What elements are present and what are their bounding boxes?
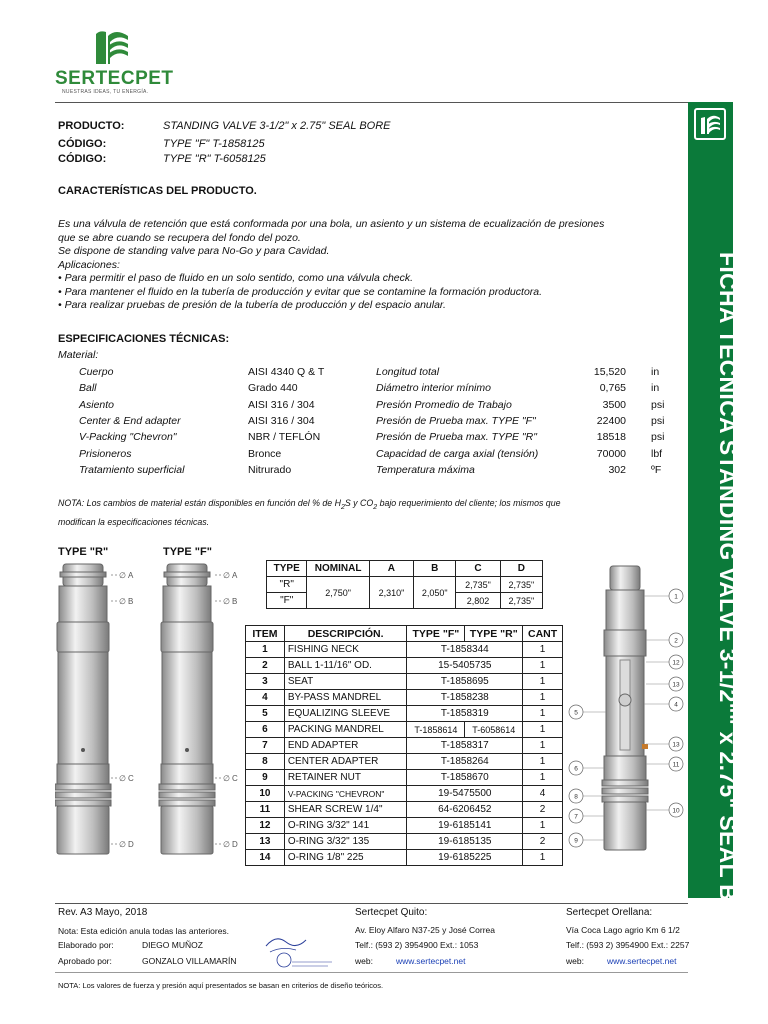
table-header: TYPE "R" [465, 626, 523, 642]
table-cell: 1 [523, 850, 563, 866]
property-value: 0,765 [599, 382, 626, 395]
table-cell: O-RING 1/8" 225 [284, 850, 407, 866]
characteristics-line: que se abre cuando se recupera del fondo del pozo. [58, 231, 301, 244]
revision: Rev. A3 Mayo, 2018 [58, 907, 148, 918]
dim-label-a: A [232, 571, 238, 580]
table-cell: V-PACKING "CHEVRON" [284, 786, 407, 802]
dim-label-b: B [232, 597, 238, 606]
code2-label: CÓDIGO: [58, 153, 107, 165]
sidebar-logo [694, 108, 726, 140]
table-cell: 19-6185135 [407, 834, 523, 850]
material-value: Bronce [248, 447, 282, 460]
valve-type-r [55, 564, 111, 854]
quito-address: Av. Eloy Alfaro N37-25 y José Correa [355, 925, 496, 935]
table-cell: 2 [246, 658, 285, 674]
table-cell: BY-PASS MANDREL [284, 690, 407, 706]
table-cell: 1 [523, 658, 563, 674]
material-value: Grado 440 [248, 382, 298, 395]
balloon-number: 7 [574, 813, 578, 821]
table-cell: PACKING MANDREL [284, 722, 407, 738]
table-row [246, 722, 563, 738]
table-row [246, 818, 563, 834]
table-cell: 4 [246, 690, 285, 706]
table-row [246, 802, 563, 818]
balloon-number: 5 [574, 709, 578, 717]
table-cell: 1 [523, 722, 563, 738]
dim-label-d: D [128, 840, 134, 849]
characteristics-line: • Para permitir el paso de fluido en un solo sentido, como una válvula check. [58, 272, 414, 284]
material-label: Material: [58, 349, 99, 361]
product-value: STANDING VALVE 3-1/2" x 2.75" SEAL BORE [163, 120, 391, 132]
sertecpet-logo-icon [92, 28, 132, 66]
svg-text:∅: ∅ [223, 571, 230, 580]
table-cell: 14 [246, 850, 285, 866]
sidebar-title: FICHA TÉCNICA STANDING VALVE 3-1/2"" x 2.75" SEAL BORE [714, 252, 741, 952]
table-cell: 2 [523, 802, 563, 818]
orellana-web-label: web: [566, 956, 584, 966]
table-cell: 2,735" [456, 577, 500, 593]
table-cell: 11 [246, 802, 285, 818]
material-value: NBR / TEFLÓN [248, 431, 321, 444]
orellana-web-link[interactable]: www.sertecpet.net [607, 956, 677, 966]
table-row [246, 834, 563, 850]
table-cell: EQUALIZING SLEEVE [284, 706, 407, 722]
balloon-number: 1 [674, 593, 678, 601]
table-cell: 1 [523, 642, 563, 658]
balloon-number: 13 [672, 681, 680, 689]
table-row [246, 658, 563, 674]
footer-divider [55, 903, 688, 904]
table-cell: END ADAPTER [284, 738, 407, 754]
table-cell: 19-6185141 [407, 818, 523, 834]
balloon-number: 13 [672, 741, 680, 749]
svg-text:∅: ∅ [223, 840, 230, 849]
table-header: C [456, 561, 500, 577]
table-cell: 12 [246, 818, 285, 834]
table-cell: 1 [523, 754, 563, 770]
aprobado-name: GONZALO VILLAMARÍN [142, 956, 237, 966]
property-value: 70000 [596, 447, 626, 460]
table-cell: T-1858614 [407, 722, 465, 738]
svg-text:∅: ∅ [119, 840, 126, 849]
property-unit: psi [651, 414, 665, 427]
dim-label-d: D [232, 840, 238, 849]
table-cell: T-1858317 [407, 738, 523, 754]
table-cell: 1 [523, 818, 563, 834]
assembly-drawing [560, 560, 688, 870]
table-cell: 1 [523, 690, 563, 706]
table-cell: 2,735" [500, 593, 542, 609]
material-part: V-Packing "Chevron" [79, 431, 177, 444]
table-row [246, 642, 563, 658]
bottom-note: NOTA: Los valores de fuerza y presión aquí presentados se basan en criterios de diseño teóricos. [58, 981, 384, 990]
table-cell: 1 [523, 738, 563, 754]
table-row [246, 786, 563, 802]
property-name: Longitud total [376, 366, 440, 378]
table-header: DESCRIPCIÓN. [284, 626, 407, 642]
table-cell: O-RING 3/32" 141 [284, 818, 407, 834]
svg-text:∅: ∅ [119, 597, 126, 606]
bottom-divider [55, 972, 688, 973]
material-part: Tratamiento superficial [79, 463, 185, 476]
type-f-label: TYPE "F" [163, 546, 212, 558]
property-name: Diámetro interior mínimo [376, 382, 491, 395]
table-header: TYPE "F" [407, 626, 465, 642]
table-header: TYPE [267, 561, 307, 577]
balloon-number: 2 [674, 637, 678, 645]
material-value: AISI 316 / 304 [248, 398, 315, 411]
table-header: CANT [523, 626, 563, 642]
table-cell: BALL 1-11/16" OD. [284, 658, 407, 674]
aprobado-label: Aprobado por: [58, 956, 112, 966]
parts-table [245, 625, 563, 866]
table-cell: 10 [246, 786, 285, 802]
table-cell: T-1858344 [407, 642, 523, 658]
property-value: 15,520 [593, 366, 626, 378]
table-cell: 2,050" [414, 577, 456, 609]
table-cell: T-1858670 [407, 770, 523, 786]
table-cell: 19-5475500 [407, 786, 523, 802]
valve-type-f [159, 564, 215, 854]
table-header: NOMINAL [307, 561, 369, 577]
table-header: A [369, 561, 413, 577]
material-part: Prisioneros [79, 447, 132, 460]
property-name: Temperatura máxima [376, 463, 475, 476]
material-value: AISI 4340 Q & T [248, 366, 325, 378]
table-cell: 2 [523, 834, 563, 850]
table-header: B [414, 561, 456, 577]
table-cell: T-1858319 [407, 706, 523, 722]
material-value: AISI 316 / 304 [248, 414, 315, 427]
top-divider [55, 102, 688, 103]
table-cell: T-6058614 [465, 722, 523, 738]
table-cell: SHEAR SCREW 1/4" [284, 802, 407, 818]
property-unit: in [651, 366, 660, 378]
table-cell: 1 [523, 674, 563, 690]
table-cell: CENTER ADAPTER [284, 754, 407, 770]
table-cell: 2,802 [456, 593, 500, 609]
type-r-label: TYPE "R" [58, 546, 109, 558]
svg-text:∅: ∅ [119, 571, 126, 580]
table-header: D [500, 561, 542, 577]
table-row [246, 706, 563, 722]
table-cell: 6 [246, 722, 285, 738]
table-cell: 9 [246, 770, 285, 786]
dimension-table [266, 560, 543, 609]
quito-title: Sertecpet Quito: [355, 907, 428, 918]
table-cell: 4 [523, 786, 563, 802]
property-unit: ºF [651, 463, 662, 476]
table-cell: T-1858264 [407, 754, 523, 770]
characteristics-text [58, 218, 683, 313]
table-cell: 64-6206452 [407, 802, 523, 818]
characteristics-title: CARACTERÍSTICAS DEL PRODUCTO. [58, 185, 257, 197]
orellana-phone: Telf.: (593 2) 3954900 Ext.: 2257 [566, 940, 690, 950]
property-unit: in [651, 382, 660, 395]
dim-label-c: C [232, 774, 238, 783]
quito-web-label: web: [355, 956, 373, 966]
table-cell: 13 [246, 834, 285, 850]
table-row [246, 674, 563, 690]
table-cell: 2,750" [307, 577, 369, 609]
table-cell: 1 [523, 706, 563, 722]
balloon-number: 12 [672, 659, 680, 667]
table-row [267, 561, 543, 577]
svg-text:∅: ∅ [223, 597, 230, 606]
table-cell: 8 [246, 754, 285, 770]
table-row [246, 626, 563, 642]
orellana-address: Vía Coca Lago agrio Km 6 1/2 [566, 925, 680, 935]
svg-text:∅: ∅ [223, 774, 230, 783]
table-header: ITEM [246, 626, 285, 642]
property-value: 302 [608, 463, 626, 476]
edition-note: Nota: Esta edición anula todas las anteriores. [58, 926, 230, 936]
characteristics-line: Aplicaciones: [58, 258, 120, 271]
table-cell: 2,735" [500, 577, 542, 593]
table-cell: RETAINER NUT [284, 770, 407, 786]
material-part: Center & End adapter [79, 414, 181, 427]
property-name: Capacidad de carga axial (tensión) [376, 447, 539, 460]
dim-label-c: C [128, 774, 134, 783]
table-cell: "R" [267, 577, 307, 593]
elaborado-name: DIEGO MUÑOZ [142, 940, 203, 950]
code1-label: CÓDIGO: [58, 138, 107, 150]
table-cell: T-1858238 [407, 690, 523, 706]
table-cell: "F" [267, 593, 307, 609]
material-value: Nitrurado [248, 463, 292, 476]
brand-tagline: NUESTRAS IDEAS, TU ENERGÍA. [62, 89, 149, 95]
table-cell: T-1858695 [407, 674, 523, 690]
table-row [246, 738, 563, 754]
characteristics-line: Es una válvula de retención que está conformada por una bola, un asiento y un sistema de ecualización de presiones [58, 218, 605, 230]
table-row [246, 754, 563, 770]
table-row [246, 690, 563, 706]
table-row [267, 577, 543, 593]
table-row [246, 770, 563, 786]
property-value: 22400 [596, 414, 626, 427]
quito-web-link[interactable]: www.sertecpet.net [396, 956, 466, 966]
characteristics-line: Se dispone de standing valve para No-Go y para Cavidad. [58, 245, 330, 257]
property-unit: psi [651, 431, 665, 444]
material-note: NOTA: Los cambios de material están disponibles en función del % de $H_2S$ y $CO_2$ bajo requerimiento del cliente; los mismos que modifican la especificaciones técnicas. [58, 498, 561, 527]
material-part: Ball [79, 382, 97, 395]
property-name: Presión de Prueba max. TYPE "R" [376, 431, 537, 444]
code2-value: TYPE "R" T-6058125 [163, 153, 266, 165]
svg-text:∅: ∅ [119, 774, 126, 783]
brand-name: SERTECPET [55, 68, 174, 89]
property-unit: psi [651, 398, 665, 411]
dim-label-b: B [128, 597, 134, 606]
material-part: Asiento [79, 398, 115, 411]
elaborado-label: Elaborado por: [58, 940, 114, 950]
balloon-number: 10 [672, 807, 680, 815]
table-cell: 1 [523, 770, 563, 786]
balloon-number: 8 [574, 793, 578, 801]
table-cell: O-RING 3/32" 135 [284, 834, 407, 850]
table-cell: FISHING NECK [284, 642, 407, 658]
table-cell: 2,310" [369, 577, 413, 609]
signature-stamp-icon [262, 930, 342, 972]
valve-drawings [55, 560, 245, 870]
orellana-title: Sertecpet Orellana: [566, 907, 653, 918]
table-cell: 5 [246, 706, 285, 722]
table-cell: SEAT [284, 674, 407, 690]
balloon-number: 11 [672, 761, 680, 769]
table-cell: 15-5405735 [407, 658, 523, 674]
dim-label-a: A [128, 571, 134, 580]
quito-phone: Telf.: (593 2) 3954900 Ext.: 1053 [355, 940, 479, 950]
product-label: PRODUCTO: [58, 120, 125, 132]
table-cell: 3 [246, 674, 285, 690]
table-cell: 1 [246, 642, 285, 658]
table-row [246, 850, 563, 866]
sidebar-logo-icon [696, 110, 724, 138]
balloon-number: 9 [574, 837, 578, 845]
property-name: Presión de Prueba max. TYPE "F" [376, 414, 536, 427]
property-value: 3500 [602, 398, 626, 411]
property-name: Presión Promedio de Trabajo [376, 398, 512, 411]
specs-title: ESPECIFICACIONES TÉCNICAS: [58, 333, 230, 345]
table-cell: 19-6185225 [407, 850, 523, 866]
characteristics-line: • Para realizar pruebas de presión de la tubería de producción y del espacio anular. [58, 299, 446, 311]
property-unit: lbf [651, 447, 663, 460]
characteristics-line: • Para mantener el fluido en la tubería de producción y evitar que se contamine la formación productora. [58, 285, 543, 298]
property-value: 18518 [596, 431, 626, 444]
balloon-number: 6 [574, 765, 578, 773]
balloon-number: 4 [674, 701, 678, 709]
code1-value: TYPE "F" T-1858125 [163, 138, 265, 150]
table-cell: 7 [246, 738, 285, 754]
material-part: Cuerpo [79, 366, 114, 378]
